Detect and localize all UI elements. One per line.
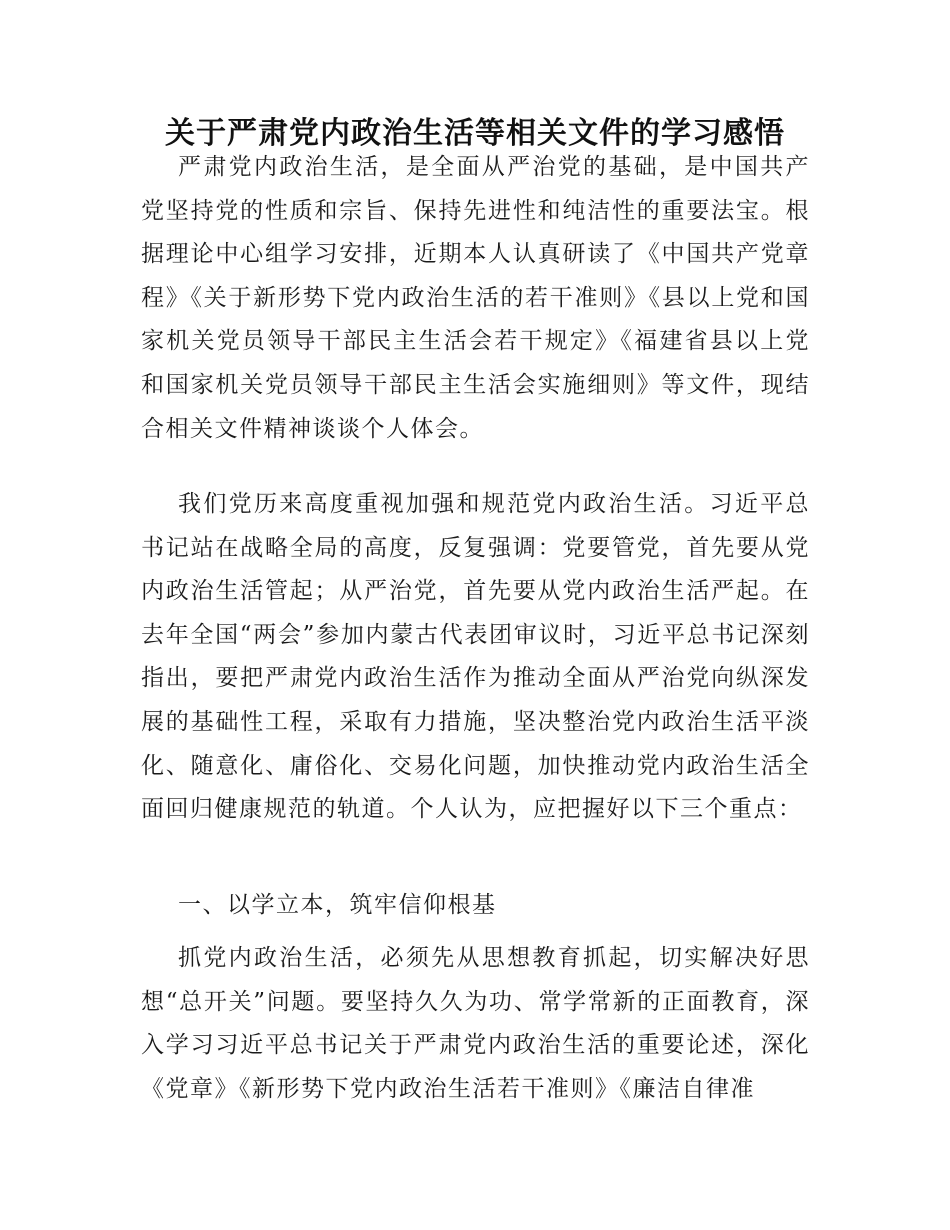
- section-heading: 一、以学立本，筑牢信仰根基: [178, 892, 497, 918]
- intro-paragraph: 严肃党内政治生活，是全面从严治党的基础，是中国共产党坚持党的性质和宗旨、保持先进性和纯洁性的重要法宝。根据理论中心组学习安排，近期本人认真研读了《中国共产党章程》《关于新形势下党内政治生活的若干准则》《县以上党和国家机关党员领导干部民主生活会若干规定》《福建省县以上党和国家机关党员领导干部民主生活会实施细则》等文件，现结合相关文件精神谈谈个人体会。: [141, 154, 810, 442]
- background-paragraph: 我们党历来高度重视加强和规范党内政治生活。习近平总书记站在战略全局的高度，反复强调：党要管党，首先要从党内政治生活管起；从严治党，首先要从党内政治生活严起。在去年全国“两会”参加内蒙古代表团审议时，习近平总书记深刻指出，要把严肃党内政治生活作为推动全面从严治党向纵深发展的基础性工程，采取有力措施，坚决整治党内政治生活平淡化、随意化、庸俗化、交易化问题，加快推动党内政治生活全面回归健康规范的轨道。个人认为，应把握好以下三个重点：: [141, 491, 810, 823]
- document-title: 关于严肃党内政治生活等相关文件的学习感悟: [165, 116, 785, 151]
- section-paragraph: 抓党内政治生活，必须先从思想教育抓起，切实解决好思想“总开关”问题。要坚持久久为功、常学常新的正面教育，深入学习习近平总书记关于严肃党内政治生活的重要论述，深化《党章》《新形势下党内政治生活若干准则》《廉洁自律准: [141, 945, 810, 1102]
